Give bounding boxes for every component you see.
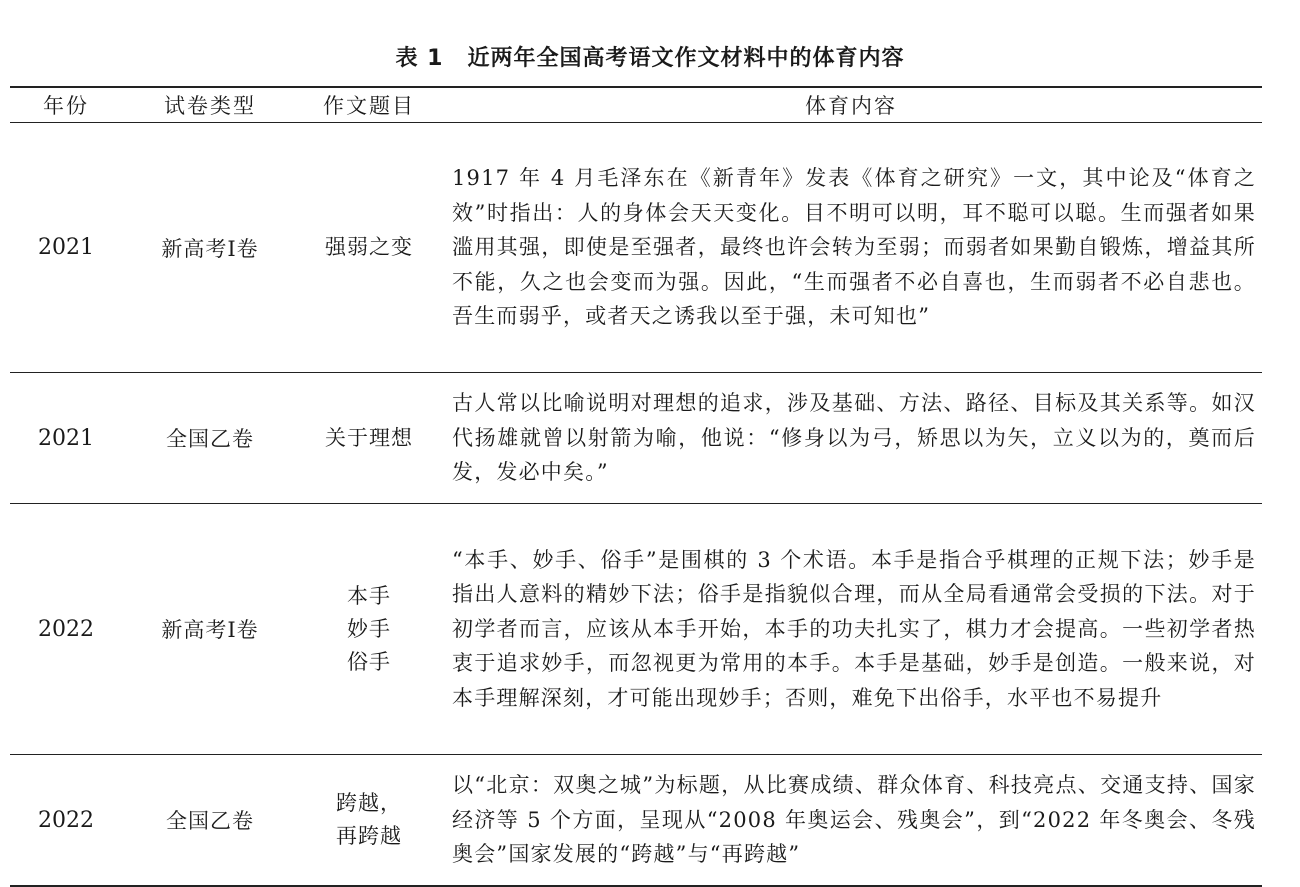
- cell-content: 古人常以比喻说明对理想的追求，涉及基础、方法、路径、目标及其关系等。如汉代扬雄就曾以射箭为喻，他说：“修身以为弓，矫思以为矢，立义以为的，奠而后发，发必中矣。”: [440, 373, 1262, 504]
- table-row: [10, 504, 1262, 755]
- cell-content: 1917 年 4 月毛泽东在《新青年》发表《体育之研究》一文，其中论及“体育之效”时指出：人的身体会天天变化。目不明可以明，耳不聪可以聪。生而强者如果滥用其强，即使是至强者，最终也许会转为至弱；而弱者如果勤自锻炼，增益其所不能，久之也会变而为强。因此，“生而强者不必自喜也，生而弱者不必自悲也。吾生而弱乎，或者天之诱我以至于强，未可知也”: [440, 123, 1262, 373]
- table-row: [10, 373, 1262, 504]
- table-caption: [0, 44, 1300, 74]
- cell-essay-topic: [298, 755, 440, 887]
- cell-year: 2021: [10, 123, 122, 373]
- header-row: [10, 87, 1262, 123]
- table-row: [10, 755, 1262, 887]
- topic-line: 再跨越: [336, 824, 402, 848]
- cell-content: “本手、妙手、俗手”是围棋的 3 个术语。本手是指合乎棋理的正规下法；妙手是指出人意料的精妙下法；俗手是指貌似合理，而从全局看通常会受损的下法。对于初学者而言，应该从本手开始，本手的功夫扎实了，棋力才会提高。一些初学者热衷于追求妙手，而忽视更为常用的本手。本手是基础，妙手是创造。一般来说，对本手理解深刻，才可能出现妙手；否则，难免下出俗手，水平也不易提升: [440, 504, 1262, 755]
- cell-essay-topic: [298, 373, 440, 504]
- table-header: [10, 87, 1262, 123]
- header-essay-topic: 作文题目: [298, 87, 440, 123]
- topic-line: 本手: [347, 583, 391, 608]
- topic-line: 强弱之变: [325, 235, 413, 259]
- table-body: [10, 123, 1262, 887]
- cell-essay-topic: [298, 504, 440, 755]
- topic-line: 跨越，: [336, 791, 402, 815]
- cell-paper-type: 全国乙卷: [122, 755, 298, 887]
- topic-line: 俗手: [347, 649, 391, 674]
- cell-year: 2022: [10, 755, 122, 887]
- cell-paper-type: 全国乙卷: [122, 373, 298, 504]
- cell-paper-type: 新高考Ⅰ卷: [122, 123, 298, 373]
- topic-line: 关于理想: [325, 425, 413, 450]
- cell-paper-type: 新高考Ⅰ卷: [122, 504, 298, 755]
- table-caption-number: 表 1: [395, 46, 444, 71]
- cell-content: 以“北京：双奥之城”为标题，从比赛成绩、群众体育、科技亮点、交通支持、国家经济等 5 个方面，呈现从“2008 年奥运会、残奥会”，到“2022 年冬奥会、冬残奥会”国家发展的“跨越”与“再跨越”: [440, 755, 1262, 887]
- cell-year: 2022: [10, 504, 122, 755]
- header-year: 年份: [10, 87, 122, 123]
- topic-line: 妙手: [347, 616, 391, 641]
- table-caption-title: 近两年全国高考语文作文材料中的体育内容: [467, 46, 905, 71]
- table-row: [10, 123, 1262, 373]
- cell-year: 2021: [10, 373, 122, 504]
- header-content: 体育内容: [440, 87, 1262, 123]
- cell-essay-topic: [298, 123, 440, 373]
- sports-content-table: [10, 86, 1262, 887]
- header-paper-type: 试卷类型: [122, 87, 298, 123]
